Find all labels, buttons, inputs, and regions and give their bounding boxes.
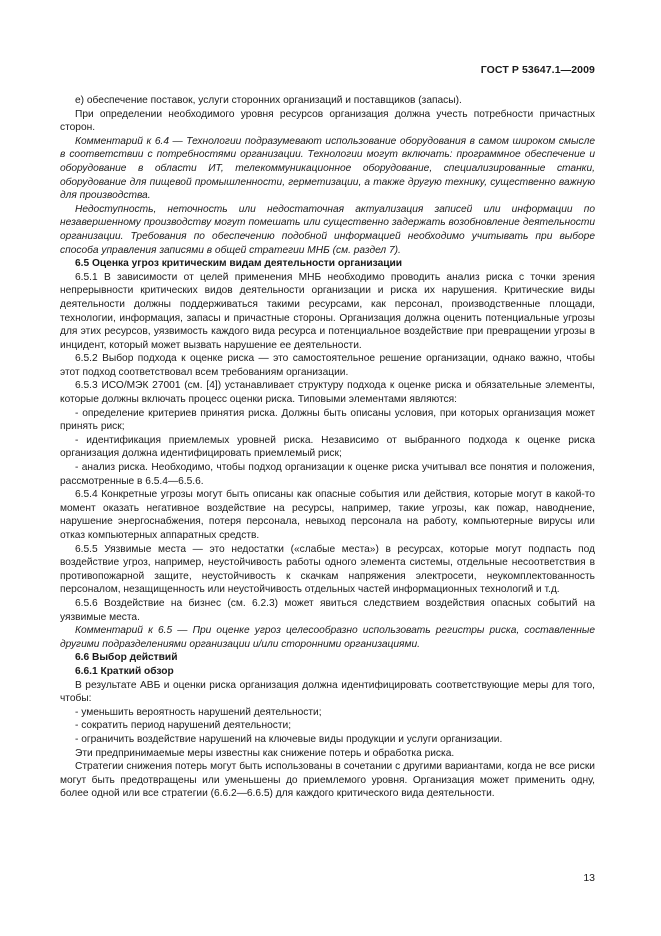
paragraph: Стратегии снижения потерь могут быть использованы в сочетании с другими вариантами, когда не все риски могут быть предотвращены или уменьшены до приемлемого уровня. Организация может применить одну, более одной или все стратегии (6.6.2—6.6.5) для каждого критического вида деятельности. (60, 761, 595, 800)
paragraph: 6.5.4 Конкретные угрозы могут быть описаны как опасные события или действия, которые могут в какой-то момент оказать негативное воздействие на ресурсы, например, такие угрозы, как пожар, наводнение, нарушение энергоснабжения, потеря персонала, невыход персонала на работу, компьютерные вирусы или отказ компьютерных аппаратных средств. (60, 489, 595, 541)
paragraph: В результате АВБ и оценки риска организация должна идентифицировать соответствующие меры для того, чтобы: (60, 679, 595, 705)
list-item: - ограничить воздействие нарушений на ключевые виды продукции и услуги организации. (75, 733, 503, 745)
comment-paragraph: Комментарий к 6.5 — При оценке угроз целесообразно использовать регистры риска, составленные другими подразделениями организации и/или сторонними организациями. (60, 625, 595, 650)
page-content (60, 94, 595, 801)
paragraph: Эти предпринимаемые меры известны как снижение потерь и обработка риска. (75, 747, 455, 759)
paragraph: При определении необходимого уровня ресурсов организация должна учесть потребности причастных сторон. (60, 108, 595, 134)
paragraph: 6.5.2 Выбор подхода к оценке риска — это самостоятельное решение организации, однако важно, чтобы этот подход соответствовал всем требованиям организации. (60, 353, 595, 378)
comment-paragraph: Недоступность, неточность или недостаточная актуализация записей или информации по незавершенному производству могут помешать или существенно задержать возобновление деятельности организации. Требования по обеспечению подобной информацией необходимо учитывать при выборе способа управления записями в общей стратегии МНБ (см. раздел 7). (60, 203, 595, 256)
section-heading: 6.5 Оценка угроз критическим видам деятельности организации (75, 258, 403, 270)
paragraph: 6.5.5 Уязвимые места — это недостатки («слабые места») в ресурсах, которые могут подпасть под воздействие угроз, например, неустойчивость работы одного элемента системы, отдельные несоответствия в противопожарной защите, неустойчивость к скачкам напряжения электросети, неукомплектованность персоналом, незащищенность или неустойчивость отдельных частей информационных технологий и т.д. (60, 543, 595, 596)
list-item: - идентификация приемлемых уровней риска. Независимо от выбранного подхода к оценке риска организация должна идентифицировать приемлемый риск; (60, 434, 595, 460)
list-item: - определение критериев принятия риска. Должны быть описаны условия, при которых организация может принять риск; (60, 407, 595, 433)
subsection-heading: 6.6.1 Краткий обзор (75, 665, 174, 677)
paragraph: 6.5.3 ИСО/МЭК 27001 (см. [4]) устанавливает структуру подхода к оценке риска и обязательные элементы, которые должны включать процесс оценки риска. Типовыми элементами являются: (60, 380, 595, 406)
paragraph: 6.5.1 В зависимости от целей применения МНБ необходимо проводить анализ риска с точки зрения непрерывности критических видов деятельности организации и риска их нарушения. Критические виды деятельности должны поддерживаться такими ресурсами, как персонал, производственные площади, технологии, информация, запасы и причастные стороны. Организация должна оценить потенциальные угрозы для этих ресурсов, уязвимость каждого вида ресурса и потенциальное воздействие при превращении угрозы в инцидент, который может вызвать нарушение ее деятельности. (60, 271, 595, 351)
paragraph: 6.5.6 Воздействие на бизнес (см. 6.2.3) может явиться следствием воздействия опасных событий на уязвимые места. (60, 597, 595, 623)
comment-paragraph: Комментарий к 6.4 — Технологии подразумевают использование оборудования в самом широком смысле в соответствии с потребностями организации. Технологии могут включать: программное обеспечение и оборудование в области ИТ, телекоммуникационное оборудование, специализированные станки, оборудование для пищевой промышленности, герметизации, а также другую технику, существенно важную для производства. (60, 135, 595, 202)
page-number: 13 (583, 872, 595, 884)
paragraph: е) обеспечение поставок, услуги сторонних организаций и поставщиков (запасы). (75, 95, 462, 106)
section-heading: 6.6 Выбор действий (75, 652, 178, 664)
list-item: - анализ риска. Необходимо, чтобы подход организации к оценке риска учитывал все понятия и положения, рассмотренные в 6.5.4—6.5.6. (60, 462, 595, 487)
document-code: ГОСТ Р 53647.1—2009 (480, 64, 595, 76)
list-item: - уменьшить вероятность нарушений деятельности; (75, 706, 322, 718)
list-item: - сократить период нарушений деятельности; (75, 720, 292, 732)
